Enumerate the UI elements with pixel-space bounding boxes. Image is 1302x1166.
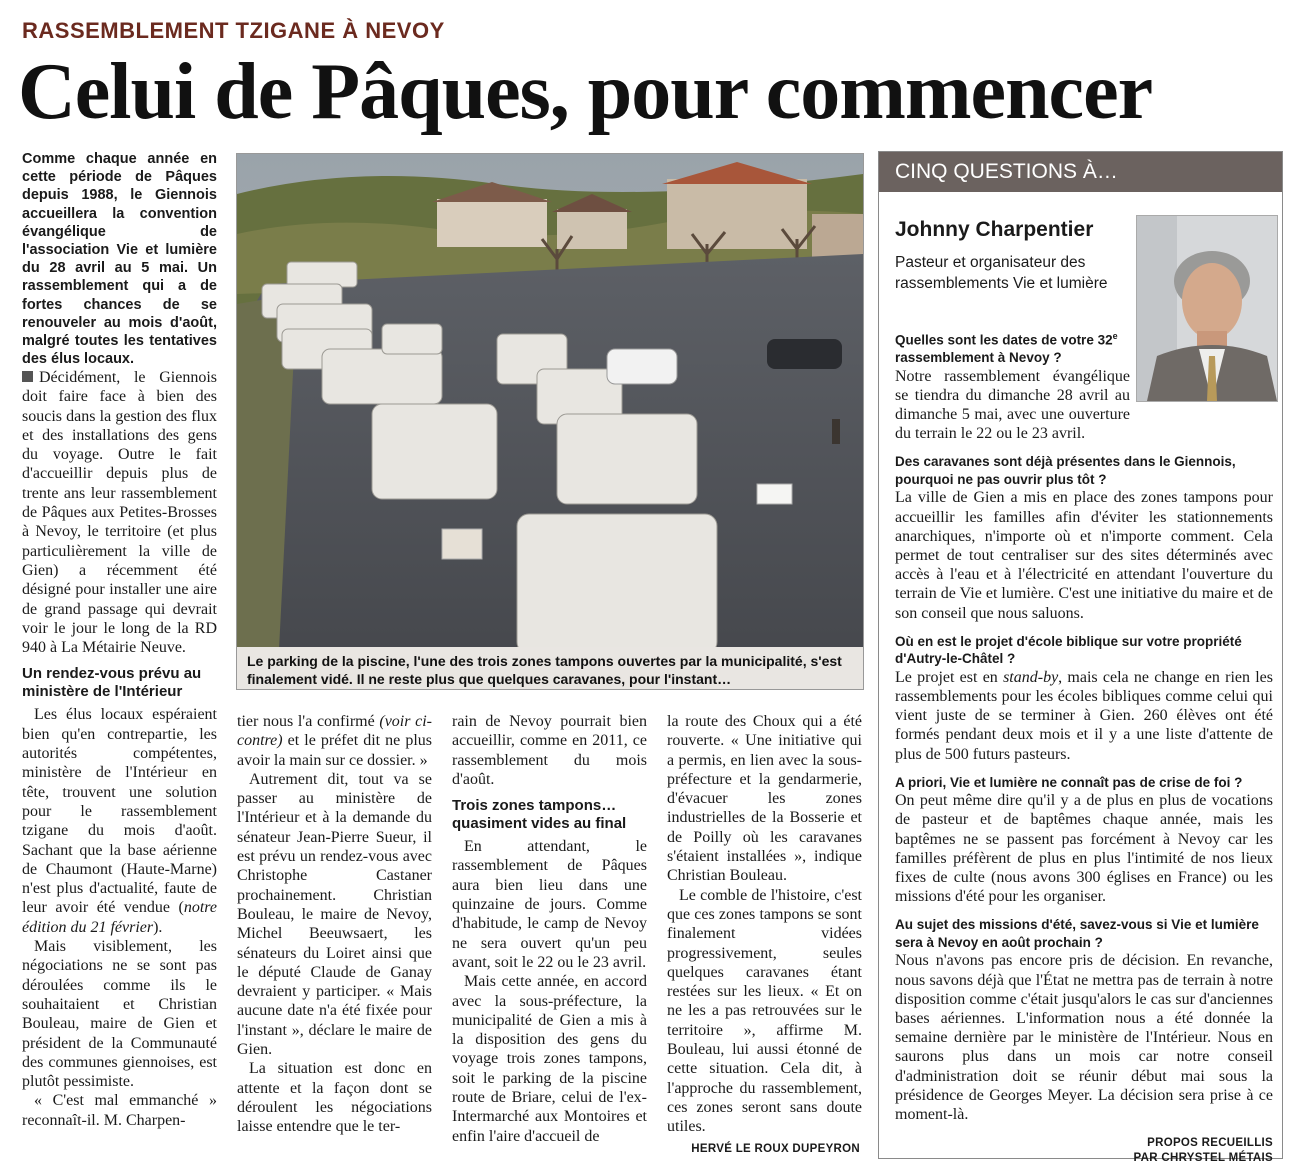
- article-column-4: [667, 712, 862, 1137]
- interview-body: [895, 328, 1273, 1166]
- question-1: Quelles sont les dates de votre 32e rassemblement à Nevoy ?: [895, 331, 1118, 365]
- paragraph: la route des Choux qui a été rouverte. « Une initiative qui a permis, en lien avec la sous-préfecture et la gendarmerie, d'évacuer les zones industrielles de la Bosserie et de Poilly où les caravanes s'étaient installées », indique Christian Bouleau.: [667, 713, 862, 885]
- answer-1: Notre rassemblement évangélique se tiendra du dimanche 28 avril au dimanche 5 mai, avec une ouverture du terrain le 22 ou le 23 avril.: [895, 367, 1130, 443]
- subheading: Un rendez-vous prévu au ministère de l'Intérieur: [22, 665, 202, 701]
- paragraph: Mais visiblement, les négociations ne se sont pas déroulées comme ils le souhaitaient et Christian Bouleau, maire de Gien et président de la Communauté des communes giennoises, est plutôt pessimiste.: [22, 938, 217, 1091]
- answer-2: La ville de Gien a mis en place des zones tampons pour accueillir les familles afin d'éviter les stationnements anarchiques, n'importe où et n'importe comment. Cela permet de tout centraliser sur des sites déterminés avec accès à l'eau et à l'électricité en attendant l'ouverture du terrain de Vie et lumière. C'est une initiative du maire et de son conseil que nous saluons.: [895, 489, 1273, 622]
- paragraph: tier nous l'a confirmé (voir ci-contre) et le préfet dit ne plus avoir la main sur ce dossier. »: [237, 713, 432, 769]
- paragraph: Autrement dit, tout va se passer au ministère de l'Intérieur et à la demande du sénateur Jean-Pierre Sueur, il est prévu un rendez-vous avec Christophe Castaner prochainement. Christian Bouleau, le maire de Nevoy, Michel Beeuwsaert, les sénateurs du Loiret ainsi que le député Claude de Ganay devraient y participer. « Mais aucune date n'a été fixée pour l'instant », déclare le maire de Gien.: [237, 770, 432, 1059]
- article-lead: Comme chaque année en cette période de Pâques depuis 1988, le Giennois accueillera la convention évangélique de l'association Vie et lumière du 28 avril au 5 mai. Un rassemblement qui a de fortes chances de se renouveler au mois d'août, malgré toutes les tentatives des élus locaux.: [22, 151, 217, 368]
- article-column-3: [452, 712, 647, 1146]
- paragraph: rain de Nevoy pourrait bien accueillir, comme en 2011, ce rassemblement du mois d'août.: [452, 713, 647, 788]
- answer-3: Le projet est en stand-by, mais cela ne change en rien les rassemblements pour les écoles bibliques comme celui qui vient juste de se terminer à Gien. 260 élèves ont été formés pendant deux mois et il y a une liste d'attente de plus de 500 futurs pasteurs.: [895, 668, 1274, 763]
- question-4: A priori, Vie et lumière ne connaît pas de crise de foi ?: [895, 774, 1243, 790]
- subheading: Trois zones tampons… quasiment vides au final: [452, 797, 627, 833]
- signature: PROPOS RECUEILLIS PAR CHRYSTEL MÉTAIS: [1133, 1137, 1273, 1165]
- paragraph: Le comble de l'histoire, c'est que ces zones tampons se sont finalement vidées progressivement, seules quelques caravanes étant restées sur les lieux. « Et on ne les a pas retrouvées sur le territoire », affirme M. Bouleau, lui aussi étonné de cette situation. Cela dit, à l'approche du rassemblement, ces zones seront sans doute utiles.: [667, 886, 862, 1136]
- article-photo: [236, 153, 864, 690]
- photo-caption: Le parking de la piscine, l'une des trois zones tampons ouvertes par la municipalité, s'est finalement vidé. Il ne reste plus que quelques caravanes, pour l'instant…: [237, 647, 863, 689]
- parking-caravans-image: [237, 154, 863, 689]
- byline: HERVÉ LE ROUX DUPEYRON: [691, 1143, 860, 1155]
- answer-5: Nous n'avons pas encore pris de décision. En revanche, nous savons déjà que l'État ne mettra pas de terrain à notre disposition comme c'était jusqu'alors le cas sur d'anciennes bases aériennes. L'information nous a été donnée la semaine dernière par le ministère de l'Intérieur. Nous en saurons plus dans un mois car notre conseil d'administration doit se réunir début mai sous la présidence de Georges Meyer. La décision sera prise à ce moment-là.: [895, 952, 1273, 1124]
- question-5: Au sujet des missions d'été, savez-vous si Vie et lumière sera à Nevoy en août prochain ?: [895, 917, 1259, 950]
- paragraph: Mais cette année, en accord avec la sous-préfecture, la municipalité de Gien a mis à la disposition des gens du voyage trois zones tampons, soit le parking de la piscine route de Briare, celui de l'ex-Intermarché aux Montoires et enfin l'aire d'accueil de: [452, 973, 647, 1145]
- paragraph: Les élus locaux espéraient bien qu'en contrepartie, les autorités compétentes, ministère de l'Intérieur en tête, trouvent une solution pour le rassemblement tzigane du mois d'août. Sachant que la base aérienne de Chaumont (Haute-Marne) n'est plus d'actualité, faute de leur avoir été vendue (notre édition du 21 février).: [22, 706, 217, 936]
- paragraph: « C'est mal emmanché » reconnaît-il. M. Charpen-: [22, 1092, 217, 1129]
- paragraph: Décidément, le Giennois doit faire face à bien des soucis dans la gestion des flux et des installations des gens du voyage. Outre le fait d'accueillir depuis plus de trente ans leur rassemblement de Pâques aux Petites-Brosses à Nevoy, le territoire (et plus particulièrement la ville de Gien) a récemment été désigné pour installer une aire de grand passage qui devrait voir le jour le long de la RD 940 à La Métairie Neuve.: [22, 369, 217, 657]
- question-3: Où en est le projet d'école biblique sur votre propriété d'Autry-le-Châtel ?: [895, 633, 1242, 667]
- question-2: Des caravanes sont déjà présentes dans le Giennois, pourquoi ne pas ouvrir plus tôt ?: [895, 454, 1236, 487]
- bullet-square-icon: [22, 371, 33, 382]
- interview-header: CINQ QUESTIONS À…: [879, 152, 1282, 192]
- answer-4: On peut même dire qu'il y a de plus en plus de vocations de pasteur et de baptêmes chaque année, mais les baptêmes ne se passent pas forcément à Nevoy car les familles préfèrent de plus en plus l'intimité de nos lieux fixes de culte (nous avons 300 églises en France) ou les missions d'été pour les organiser.: [895, 792, 1273, 906]
- kicker: RASSEMBLEMENT TZIGANE À NEVOY: [22, 18, 445, 43]
- interviewee-role: Pasteur et organisateur des rassemblements Vie et lumière: [895, 254, 1108, 292]
- interviewee-name: Johnny Charpentier: [895, 218, 1094, 241]
- article-column-2: [237, 712, 432, 1137]
- article-column-1: [22, 368, 217, 1130]
- paragraph: La situation est donc en attente et la façon dont se déroulent les négociations laisse entendre que le ter-: [237, 1060, 432, 1136]
- headline: Celui de Pâques, pour commencer: [18, 48, 1153, 136]
- paragraph: En attendant, le rassemblement de Pâques aura bien lieu dans une quinzaine de jours. Comme d'habitude, le camp de Nevoy ne sera ouvert qu'un peu avant, soit le 22 ou le 23 avril.: [452, 838, 647, 971]
